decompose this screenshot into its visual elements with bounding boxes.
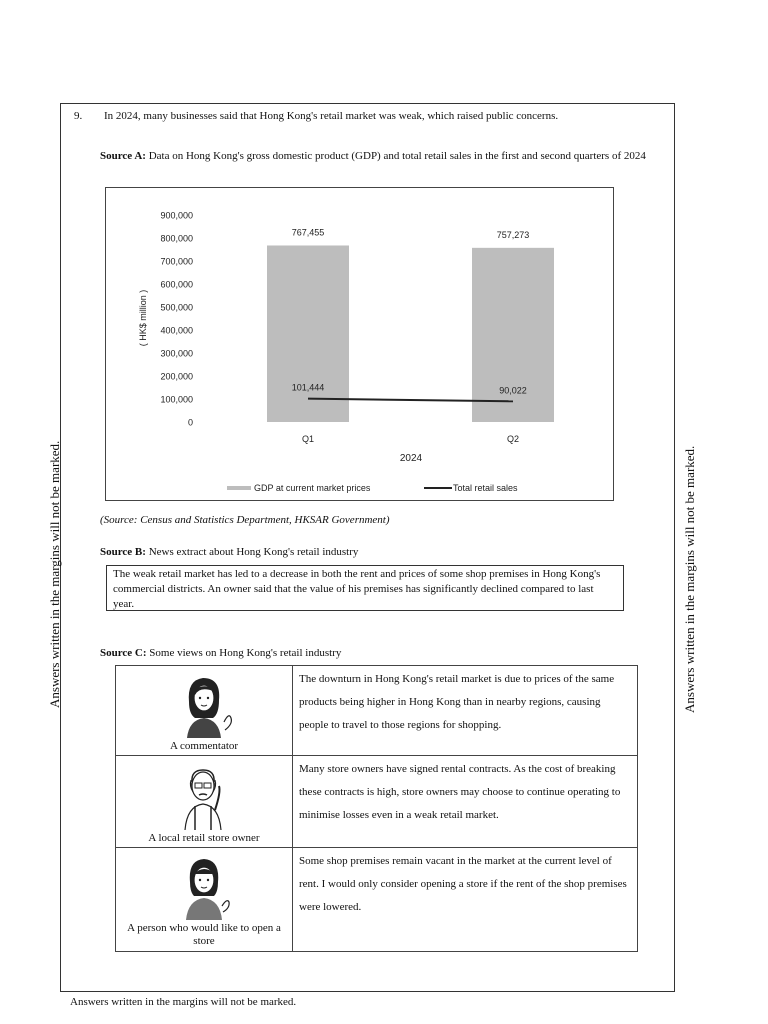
- commentator-icon: [169, 672, 239, 738]
- speaker-cell: [116, 756, 293, 848]
- source-a-label: Source A:: [100, 150, 146, 162]
- source-a-text: Data on Hong Kong's gross domestic product (GDP) and total retail sales in the first and second quarters of 2024: [148, 150, 646, 162]
- view-text: Some shop premises remain vacant in the market at the current level of rent. I would only consider opening a store if the rent of the shop premises were lowered.: [293, 848, 638, 952]
- speaker-cell: [116, 666, 293, 756]
- speaker-label: A local retail store owner: [148, 832, 260, 844]
- view-row-prospective-owner: [116, 848, 638, 952]
- speaker-label: A commentator: [169, 740, 239, 752]
- y-tick-label: 100,000: [160, 394, 193, 405]
- retail-sales-label: 90,022: [499, 385, 527, 396]
- y-tick-label: 700,000: [160, 256, 193, 267]
- source-c-label: Source C:: [100, 647, 147, 659]
- y-tick-label: 0: [187, 417, 193, 428]
- chart-svg: [106, 188, 613, 500]
- y-tick-label: 600,000: [160, 279, 193, 290]
- speaker-label: A person who would like to open a store: [127, 922, 281, 947]
- store-owner-icon: [169, 762, 239, 830]
- speaker-cell: [116, 848, 293, 952]
- view-row-commentator: [116, 666, 638, 756]
- source-c-title: Some views on Hong Kong's retail industry: [149, 647, 342, 659]
- footer-note: Answers written in the margins will not be marked.: [70, 996, 297, 1008]
- y-tick-label: 900,000: [160, 210, 193, 221]
- source-c-heading: [100, 647, 341, 659]
- source-b-title: News extract about Hong Kong's retail industry: [148, 546, 359, 558]
- question-number: 9.: [74, 110, 83, 122]
- source-a-heading: [100, 146, 660, 166]
- retail-sales-label: 101,444: [291, 382, 325, 393]
- y-tick-label: 400,000: [160, 325, 193, 336]
- gdp-bar: [267, 245, 349, 422]
- gdp-retail-chart: [105, 187, 614, 501]
- y-tick-label: 800,000: [160, 233, 193, 244]
- x-axis-label: 2024: [399, 453, 423, 464]
- view-row-store-owner: [116, 756, 638, 848]
- gdp-bar: [472, 248, 554, 422]
- news-extract: The weak retail market has led to a decrease in both the rent and prices of some shop premises in Hong Kong's commercial districts. An owner said that the value of his premises has significantly declined compared to last year.: [106, 565, 624, 611]
- y-tick-label: 500,000: [160, 302, 193, 313]
- source-b-label: Source B:: [100, 546, 146, 558]
- prospective-owner-icon: [169, 854, 239, 920]
- source-b-heading: [100, 546, 358, 558]
- legend-gdp-label: GDP at current market prices: [254, 483, 371, 493]
- legend-gdp-swatch: [227, 486, 251, 490]
- legend-retail-label: Total retail sales: [453, 483, 518, 493]
- view-text: The downturn in Hong Kong's retail market is due to prices of the same products being higher in Hong Kong than in nearby regions, causing people to travel to those regions for shopping.: [293, 666, 638, 756]
- views-table: [115, 665, 638, 952]
- margin-warning-right: Answers written in the margins will not be marked.: [682, 445, 697, 713]
- y-tick-label: 300,000: [160, 348, 193, 359]
- gdp-bar-label: 757,273: [496, 229, 530, 240]
- y-axis-label: ( HK$ million ): [138, 289, 148, 347]
- y-tick-label: 200,000: [160, 371, 193, 382]
- question-text: In 2024, many businesses said that Hong Kong's retail market was weak, which raised public concerns.: [104, 110, 559, 122]
- source-a-citation: (Source: Census and Statistics Department, HKSAR Government): [100, 514, 390, 526]
- gdp-bar-label: 767,455: [291, 227, 325, 238]
- view-text: Many store owners have signed rental contracts. As the cost of breaking these contracts is high, store owners may choose to continue operating to minimise losses even in a weak retail market.: [293, 756, 638, 848]
- margin-warning-left: Answers written in the margins will not be marked.: [47, 440, 62, 708]
- x-tick-label: Q2: [506, 434, 520, 444]
- x-tick-label: Q1: [301, 434, 315, 444]
